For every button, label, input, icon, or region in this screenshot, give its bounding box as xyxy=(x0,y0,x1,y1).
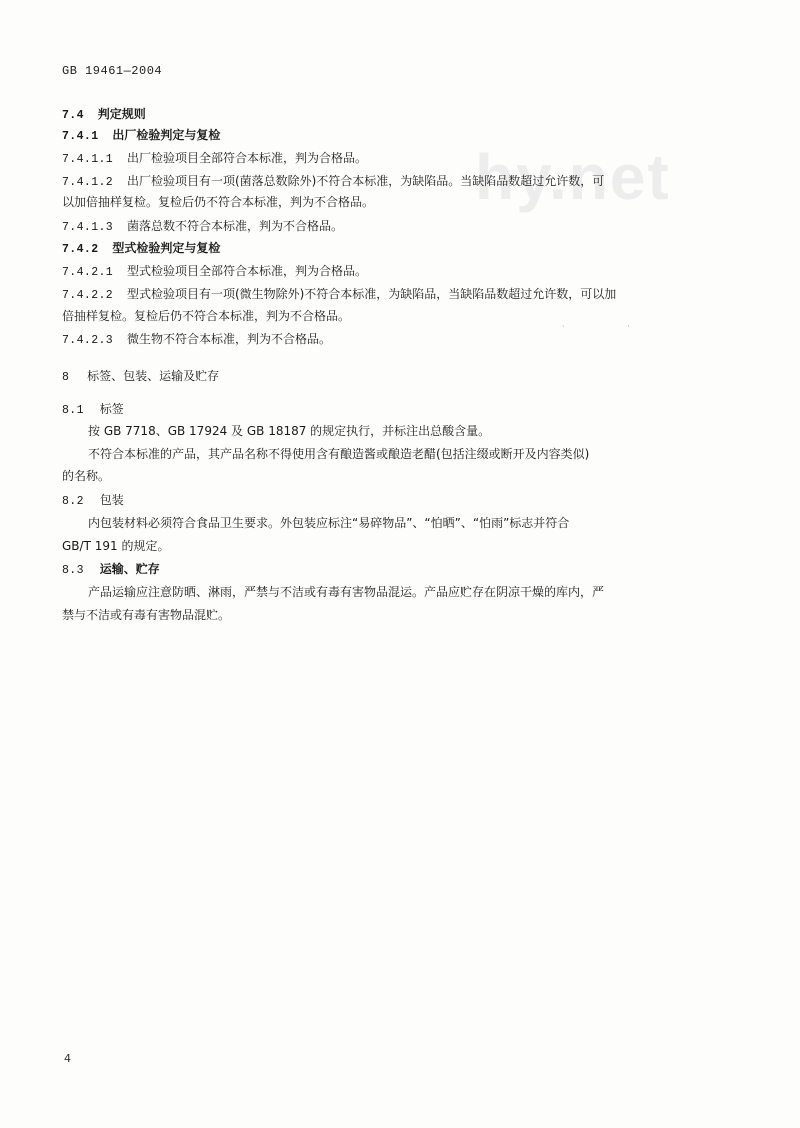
section-7-4-2-heading xyxy=(62,240,220,258)
clause-text: 菌落总数不符合本标准，判为不合格品。 xyxy=(126,219,343,233)
clause-number: 7.4.2.1 xyxy=(62,266,114,279)
clause-text: 出厂检验项目全部符合本标准，判为合格品。 xyxy=(126,151,367,165)
section-number: 7.4.2 xyxy=(62,243,99,256)
section-title: 运输、贮存 xyxy=(99,562,160,576)
chapter-number: 8 xyxy=(62,371,70,384)
section-title: 型式检验判定与复检 xyxy=(112,241,221,255)
clause-7-4-1-2-continued: 以加倍抽样复检。复检后仍不符合本标准，判为不合格品。 xyxy=(62,195,375,209)
watermark: hy.net xyxy=(475,141,671,213)
chapter-title: 标签、包装、运输及贮存 xyxy=(87,369,220,383)
page-number: 4 xyxy=(64,1052,71,1065)
section-7-4-1-heading xyxy=(62,127,220,145)
clause-7-4-1-2 xyxy=(62,173,604,191)
clause-7-4-2-2 xyxy=(62,286,616,304)
clause-number: 7.4.1.1 xyxy=(62,153,114,166)
section-8-3-heading xyxy=(62,561,160,579)
section-8-2-heading xyxy=(62,492,124,510)
clause-number: 7.4.1.3 xyxy=(62,221,114,234)
section-8-1-paragraph-2: 不符合本标准的产品，其产品名称不得使用含有酿造酱或酿造老醋(包括注缀或断开及内容类似) xyxy=(88,447,590,461)
clause-7-4-1-3 xyxy=(62,218,343,236)
section-7-4-heading xyxy=(62,106,146,124)
clause-7-4-2-3 xyxy=(62,331,331,349)
section-8-2-paragraph-continued: GB/T 191 的规定。 xyxy=(62,539,170,553)
scan-speckles: · · xyxy=(562,322,660,331)
clause-7-4-1-1 xyxy=(62,150,367,168)
section-8-3-paragraph-continued: 禁与不洁或有毒有害物品混贮。 xyxy=(62,608,231,622)
section-number: 7.4 xyxy=(62,109,84,122)
section-number: 8.2 xyxy=(62,495,84,508)
clause-7-4-2-2-continued: 倍抽样复检。复检后仍不符合本标准，判为不合格品。 xyxy=(62,309,351,323)
section-title: 包装 xyxy=(99,493,124,507)
clause-number: 7.4.2.2 xyxy=(62,289,114,302)
section-number: 8.1 xyxy=(62,404,84,417)
section-number: 8.3 xyxy=(62,564,84,577)
section-title: 判定规则 xyxy=(97,107,146,121)
clause-text: 微生物不符合本标准，判为不合格品。 xyxy=(126,332,331,346)
clause-text: 出厂检验项目有一项(菌落总数除外)不符合本标准，为缺陷品。当缺陷品数超过允许数，可 xyxy=(126,174,605,188)
section-8-1-paragraph-1: 按 GB 7718、GB 17924 及 GB 18187 的规定执行，并标注出总酸含量。 xyxy=(88,424,491,438)
clause-number: 7.4.1.2 xyxy=(62,176,114,189)
clause-7-4-2-1 xyxy=(62,263,367,281)
section-8-2-paragraph: 内包装材料必须符合食品卫生要求。外包装应标注“易碎物品”、“怕晒”、“怕雨”标志并符合 xyxy=(88,516,570,530)
clause-text: 型式检验项目全部符合本标准，判为合格品。 xyxy=(126,264,367,278)
section-number: 7.4.1 xyxy=(62,130,99,143)
document-id: GB 19461—2004 xyxy=(62,64,163,78)
section-8-3-paragraph: 产品运输应注意防晒、淋雨，严禁与不洁或有毒有害物品混运。产品应贮存在阴凉干燥的库内，严 xyxy=(88,585,605,599)
clause-number: 7.4.2.3 xyxy=(62,334,114,347)
chapter-8-heading xyxy=(62,368,219,386)
section-title: 标签 xyxy=(99,402,124,416)
section-title: 出厂检验判定与复检 xyxy=(112,128,221,142)
clause-text: 型式检验项目有一项(微生物除外)不符合本标准，为缺陷品，当缺陷品数超过允许数，可以加 xyxy=(126,287,617,301)
section-8-1-heading xyxy=(62,401,124,419)
section-8-1-paragraph-2-continued: 的名称。 xyxy=(62,469,111,483)
